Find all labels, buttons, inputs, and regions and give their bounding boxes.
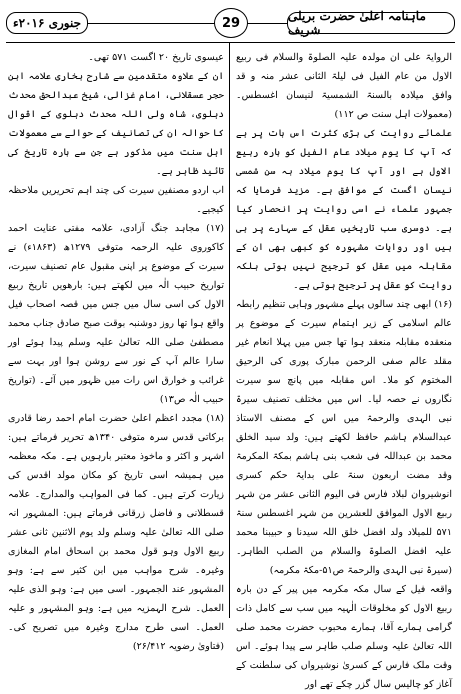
left-paragraph-4: (۱۷) مجاہد جنگ آزادی، علامہ مفتی عنایت احمد کاکوروی علیہ الرحمہ متوفی ۱۲۷۹ھ (۱۸۶۳ء) نے سیرت کے موضوع پر اپنی مقبول عام تصنیف سیرت، تواریخ حبیب الٰہ میں لکھتے ہیں: بارھویں تاریخ ربیع الاول کی اسی سال میں جس میں قصہ اصحاب فیل واقع ہوا تھا روز دوشنبہ بوقت صبح صادق جناب محمد مصطفیٰ صلی اللہ تعالیٰ علیہ وسلم پیدا ہوئے اور سارا عالم آپ کے نور سے روشن ہوا اور بہت سے غرائب و خوارق اس رات میں ظہور میں آئے۔ (تواریخ حبیب الٰہ ص۱۳) [8, 223, 224, 405]
magazine-title: ماہنامہ اعلیٰ حضرت بریلی شریف [288, 9, 426, 37]
right-paragraph-4: واقعہ فیل کے سال مکہ مکرمہ میں پیر کے دن بارہ ربیع الاول کو مخلوقات الٰہیہ میں سب سے کامل ذات گرامی ہمارے آقا، ہمارے محبوب حضرت محمد صلی اللہ تعالیٰ علیہ وسلم صلب طاہر سے پیدا ہوئے۔ اس وقت ملک فارس کے کسریٰ نوشیرواں کی سلطنت کے آغاز کو چالیس سال گزر چکے تھے اور [236, 584, 452, 690]
issue-date-box [6, 12, 88, 34]
issue-date: جنوری ۲۰۱۶ء [12, 16, 82, 30]
page-header [6, 4, 455, 40]
magazine-title-box [287, 9, 455, 37]
column-divider [229, 42, 230, 618]
left-paragraph-5: (۱۸) مجدد اعظم اعلیٰ حضرت امام احمد رضا قادری برکاتی قدس سرہ متوفی ۱۳۴۰ھ تحریر فرماتے ہیں: اشہر و اکثر و ماخوذ معتبر بارہویں ہے۔ مکہ معظمہ میں ہمیشہ اسی تاریخ کو مکان مولد اقدس کی زیارت کرتے ہیں۔ کما فی المواہب والمدارج۔ علامہ قسطلانی و فاضل زرقانی فرماتے ہیں: المشہور انہ صلی اللہ تعالیٰ علیہ وسلم ولد یوم الاثنین ثانی عشر ربیع الاول وہو قول محمد بن اسحاق امام المغازی وغیرہ۔ شرح مواہب میں ابن کثیر سے ہے: وہو المشہور عند الجمہور۔ اسی میں ہے: وہو الذی علیہ العمل۔ شرح الہمزیہ میں ہے: وہو المشہور و علیہ العمل۔ اسی طرح مدارج وغیرہ میں تصریح کی۔ (فتاویٰ رضویہ ۲۶/۴۱۲) [8, 413, 224, 652]
page-number: 29 [221, 15, 241, 31]
header-rule [88, 23, 287, 24]
right-column [236, 48, 452, 690]
left-paragraph-3: اب اردو مصنفین سیرت کی چند اہم تحریریں ملاحظہ کیجیے۔ [8, 185, 224, 215]
right-paragraph-3: (۱۶) ابھی چند سالوں پہلے مشہور وہابی تنظیم رابطہ عالم اسلامی کے زیر اہتمام سیرت کے موضوع پر منعقدہ مقابلہ منعقد ہوا تھا جس میں پہلا انعام غیر مقلد عالم صفی الرحمن مبارک پوری کی الرحیق المختوم کو ملا۔ اس مقابلہ میں پانچ سو سیرت نگاروں نے حصہ لیا۔ اس میں مختلف تصنیف سیرۃ نبی الہدی والرحمۃ میں اس کے مصنف الاستاذ عبدالسلام ہاشم حافظ لکھتے ہیں: ولد سید الخلق محمد بن عبداللہ فی شعب بنی ہاشم بمکۃ المکرمۃ وقد مضت اربعون سنۃ علی بدایۃ حکم کسری انوشیروان لبلاد فارس فی الیوم الثانی عشر من شہر ربیع الاول الموافق للعشرین من شہر اغسطس سنۃ ۵۷۱ للمیلاد ولد افضل خلق اللہ سیدنا و حبیبنا محمد علیہ افضل الصلوۃ والسلام من الصلب الطاہر۔ (سیرۃ نبی الہدی والرحمۃ ص۵۱-مکۃ مکرمہ) [236, 299, 452, 576]
page-number-badge [214, 8, 248, 38]
right-paragraph-1: الروایۃ علی ان مولدہ علیہ الصلوۃ والسلام فی ربیع الاول من عام الفیل فی لیلۃ الثانی عشر منہ و قد وافق میلادہ بالسنۃ الشمسیۃ لنیسان اغسطس۔ (معمولات اہل سنت ص ۱۱۲) [236, 52, 452, 120]
right-paragraph-2: علمائے روایت کی بڑی کثرت اس بات پر ہے کہ آپ کا یوم میلاد عام الفیل کو بارہ ربیع الاول ہے اور آپ کا یوم میلاد بہ سن شمسی نیسان اگست کے موافق ہے۔ مزید فرمایا کہ جمہور علماء نے اسی روایت پر انحصار کیا ہے۔ دوسری سب تاریخیں عقل کے سہارے پر ہی ہیں اور روایات مشہورہ کو کبھی بھی ان کے مقابلہ میں عقل کو ترجیح نہیں ہوتی بلکہ روایت کو عقل پر ترجیح ہوتی ہے۔ [236, 128, 452, 291]
left-column [8, 48, 224, 652]
left-paragraph-1: عیسوی تاریخ ۲۰ اگست ۵۷۱ تھی۔ [88, 52, 224, 63]
left-paragraph-2: ان کے علاوہ متقدمین سے شارح بخاری علامہ ابن حجر عسقلانی، امام غزالی، شیخ عبدالحق محدث دہلوی، شاہ ولی اللہ محدث دہلوی کے اقوال کا حوالہ ان کی تصانیف کے حوالے سے معمولات اہل سنت میں مذکور ہے جن سے بارہ تاریخ کی تائید ظاہر ہے۔ [8, 71, 224, 177]
